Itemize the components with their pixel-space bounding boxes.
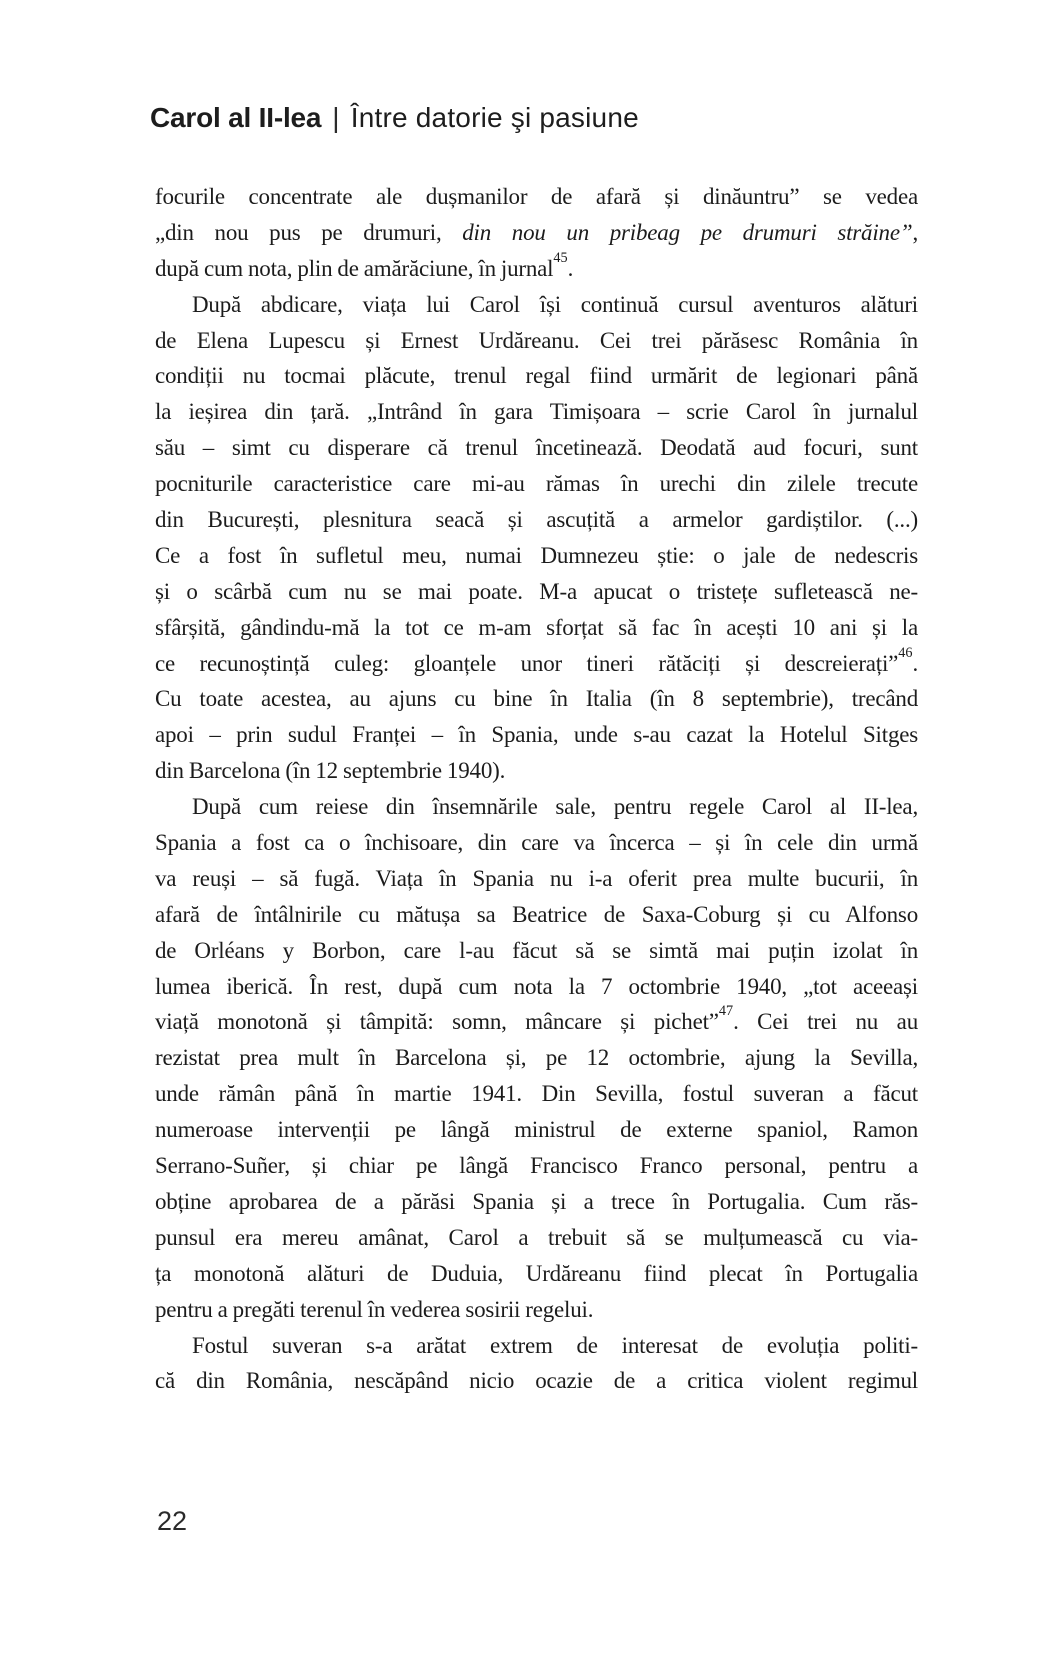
text-line: punsul era mereu amânat, Carol a trebuit să se mulțumească cu via- (155, 1224, 918, 1250)
text-line: că din România, nescăpând nicio ocazie de a critica violent regimul (155, 1368, 918, 1394)
text-line: lumea iberică. În rest, după cum nota la 7 octombrie 1940, „tot aceeași (155, 973, 918, 999)
text-line: apoi – prin sudul Franței – în Spania, unde s-au cazat la Hotelul Sitges (155, 722, 918, 748)
text-line: sfârșită, gândindu-mă la tot ce m-am sforțat să fac în acești 10 ani și la (155, 614, 918, 640)
text-line: afară de întâlnirile cu mătușa sa Beatrice de Saxa-Coburg și cu Alfonso (155, 901, 918, 927)
text-line: după cum nota, plin de amărăciune, în jurnal$^{45}$. (155, 249, 574, 281)
text-line: său – simt cu disperare că trenul încetinează. Deodată aud focuri, sunt (155, 435, 918, 461)
text-line: Serrano-Suñer, și chiar pe lângă Francisco Franco personal, pentru a (155, 1153, 918, 1179)
running-header (150, 101, 639, 135)
text-line: focurile concentrate ale dușmanilor de afară și dinăuntru” se vedea (155, 184, 918, 209)
text-line: ța monotonă alături de Duduia, Urdăreanu fiind plecat în Portugalia (155, 1260, 918, 1286)
text-line: Fostul suveran s-a arătat extrem de interesat de evoluția politi- (192, 1332, 918, 1358)
page-number: 22 (157, 1506, 188, 1536)
header-separator: | (332, 102, 340, 133)
paragraph (155, 287, 918, 789)
text-line: pocniturile caracteristice care mi-au rămas în urechi din zilele trecute (155, 471, 918, 497)
text-line: unde rămân până în martie 1941. Din Sevilla, fostul suveran a făcut (155, 1081, 918, 1107)
text-line: va reuși – să fugă. Viața în Spania nu i-a oferit prea multe bucurii, în (155, 865, 918, 891)
text-line: După abdicare, viața lui Carol își continuă cursul aventuros alături (192, 291, 918, 317)
text-line: condiții nu tocmai plăcute, trenul regal fiind urmărit de legionari până (155, 363, 918, 389)
text-line: de Orléans y Borbon, care l-au făcut să se simtă mai puțin izolat în (155, 937, 918, 963)
text-line: la ieșirea din țară. „Intrând în gara Timișoara – scrie Carol în jurnalul (155, 399, 918, 425)
paragraph (155, 1328, 918, 1400)
text-line: și o scârbă cum nu se mai poate. M-a apucat o tristețe sufletească ne- (155, 578, 918, 604)
text-line: După cum reiese din însemnările sale, pentru regele Carol al II-lea, (192, 794, 918, 820)
text-line: rezistat prea mult în Barcelona și, pe 12 octombrie, ajung la Sevilla, (155, 1045, 918, 1071)
text-line: ce recunoștință culeg: gloanțele unor tineri rătăciți și descreierați”$^{46}$. (155, 644, 918, 676)
text-line: viață monotonă și tâmpită: somn, mâncare și pichet”$^{47}$. Cei trei nu au (155, 1003, 918, 1035)
text-line: Cu toate acestea, au ajuns cu bine în Italia (în 8 septembrie), trecând (155, 686, 918, 712)
text-line: „din nou pus pe drumuri, din nou un pribeag pe drumuri străine”, (155, 219, 919, 245)
text-line: de Elena Lupescu și Ernest Urdăreanu. Cei trei părăsesc România în (155, 327, 918, 353)
paragraph (155, 789, 918, 1327)
text-line: Ce a fost în sufletul meu, numai Dumnezeu știe: o jale de nedescris (155, 542, 918, 568)
text-line: Spania a fost ca o închisoare, din care va încerca – și în cele din urmă (155, 830, 918, 856)
text-line: pentru a pregăti terenul în vederea sosirii regelui. (155, 1296, 594, 1322)
body-text (155, 179, 918, 1399)
text-line: obține aprobarea de a părăsi Spania și a trece în Portugalia. Cum răs- (155, 1188, 918, 1214)
text-line: din București, plesnitura seacă și ascuțită a armelor gardiștilor. (...) (155, 507, 918, 533)
paragraph (155, 179, 918, 287)
text-line: numeroase intervenții pe lângă ministrul de externe spaniol, Ramon (155, 1117, 918, 1143)
chapter-title: Între datorie şi pasiune (350, 102, 639, 133)
book-title: Carol al II-lea (150, 102, 322, 133)
text-line: din Barcelona (în 12 septembrie 1940). (155, 758, 506, 784)
